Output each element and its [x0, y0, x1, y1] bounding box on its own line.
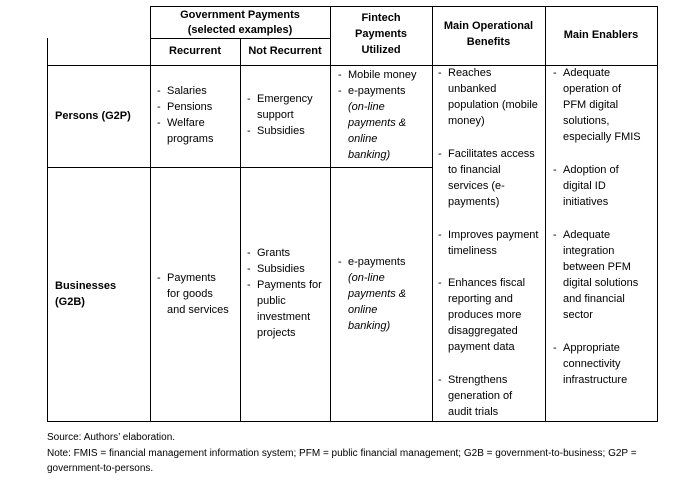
list-item: - Enhances fiscal reporting and produces more disaggregated payment data	[438, 277, 526, 353]
table-line	[150, 6, 151, 422]
row-label-g2b: Businesses (G2B)	[55, 280, 117, 308]
list-item: - Mobile money	[338, 69, 417, 81]
table-line	[47, 421, 658, 422]
list-item: - Facilitates access to financial services (e- payments)	[438, 148, 535, 208]
header-recurrent: Recurrent	[169, 45, 221, 57]
list-item: - Payments for public investment projects	[247, 279, 322, 339]
header-benefits: Main Operational Benefits	[443, 20, 534, 48]
list-item: - e-payments (on-line payments & online banking)	[338, 254, 432, 334]
list-item: - Adoption of digital ID initiatives	[553, 164, 619, 208]
row-label-g2p: Persons (G2P)	[55, 110, 131, 122]
list-item: - Adequate operation of PFM digital solutions, especially FMIS	[553, 67, 641, 143]
list-item: - Subsidies	[247, 263, 305, 275]
table-line	[47, 38, 48, 422]
list-item: - Appropriate connectivity infrastructure	[553, 342, 628, 386]
fintech-note: (on-line payments & online banking)	[348, 272, 407, 332]
list-item: - Payments for goods and services	[157, 272, 229, 316]
table-line	[240, 38, 241, 422]
header-government-payments: Government Payments (selected examples)	[180, 9, 300, 36]
header-not-recurrent: Not Recurrent	[248, 45, 322, 57]
abbreviations-note: Note: FMIS = financial management information system; PFM = public financial management; G2B = government-to-business; G2P = government-to-persons.	[47, 448, 637, 474]
table-line	[150, 6, 658, 7]
list-item: - Reaches unbanked population (mobile money)	[438, 67, 538, 127]
list-item: - Emergency support	[247, 93, 313, 121]
fintech-note: (on-line payments & online banking)	[348, 101, 407, 161]
list-item: - Welfare programs	[157, 117, 214, 145]
source-note: Source: Authors’ elaboration.	[47, 432, 176, 443]
header-enablers: Main Enablers	[563, 29, 639, 41]
list-item: - Subsidies	[247, 125, 305, 137]
list-item: - Strengthens generation of audit trials	[438, 374, 513, 418]
list-item: - e-payments (on-line payments & online banking)	[338, 83, 432, 163]
table-line	[432, 6, 433, 422]
list-item: - Pensions	[157, 101, 213, 113]
list-item: - Improves payment timeliness	[438, 229, 539, 257]
table-line	[545, 6, 546, 422]
list-item: - Grants	[247, 247, 291, 259]
list-item: - Adequate integration between PFM digital solutions and financial sector	[553, 229, 639, 321]
header-fintech: Fintech Payments Utilized	[355, 12, 407, 56]
list-item: - Salaries	[157, 85, 207, 97]
table-line	[657, 6, 658, 422]
table-line	[330, 6, 331, 422]
